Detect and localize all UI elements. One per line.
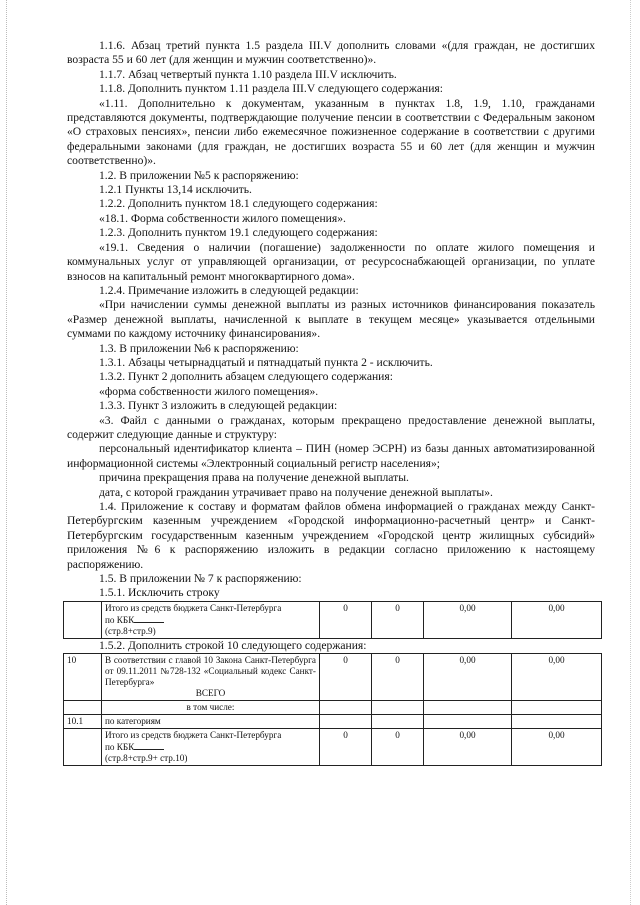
para-18-1-quote: «18.1. Форма собственности жилого помещения». — [99, 211, 346, 225]
para-1-2: 1.2. В приложении №5 к распоряжению: — [99, 168, 299, 182]
table-cell-empty — [64, 701, 102, 715]
para-1-2-3: 1.2.3. Дополнить пунктом 19.1 следующего содержания: — [99, 226, 378, 240]
table-cell-empty — [320, 701, 372, 715]
table-cell-empty — [424, 701, 512, 715]
underline-blank — [134, 614, 164, 623]
table-cell-empty — [512, 715, 602, 729]
para-date: дата, с которой гражданин утрачивает право на получение денежной выплаты». — [99, 485, 493, 499]
table-cell-value: 0 — [320, 601, 372, 638]
table-row — [64, 701, 602, 715]
table-cell-label: Итого из средств бюджета Санкт-Петербурга по КБК (стр.8+стр.9+ стр.10) — [102, 729, 320, 766]
para-1-3-3: 1.3.3. Пункт 3 изложить в следующей редакции: — [99, 399, 338, 413]
document-body — [67, 39, 595, 766]
para-1-2-2: 1.2.2. Дополнить пунктом 18.1 следующего содержания: — [99, 197, 378, 211]
table-row — [64, 715, 602, 729]
para-1-5-2: 1.5.2. Дополнить строкой 10 следующего содержания: — [99, 638, 367, 652]
table-cell-value: 0 — [372, 601, 424, 638]
underline-blank — [134, 741, 164, 750]
para-1-3-2: 1.3.2. Пункт 2 дополнить абзацем следующего содержания: — [99, 370, 393, 384]
para-ownership-quote: «форма собственности жилого помещения». — [99, 384, 319, 398]
table-cell-label: В соответствии с главой 10 Закона Санкт-Петербурга от 09.11.2011 №728-132 «Социальный кодекс Санкт-Петербурга» ВСЕГО — [102, 654, 320, 701]
table-cell-empty — [372, 701, 424, 715]
table-cell-label: в том числе: — [102, 701, 320, 715]
table-cell-value: 0,00 — [424, 729, 512, 766]
table-cell-value: 0,00 — [512, 654, 602, 701]
table-cell-value: 0,00 — [424, 654, 512, 701]
para-1-5-1: 1.5.1. Исключить строку — [99, 586, 220, 600]
para-reason: причина прекращения права на получение денежной выплаты. — [99, 471, 409, 485]
table-cell-empty — [320, 715, 372, 729]
para-1-2-1: 1.2.1 Пункты 13,14 исключить. — [99, 183, 252, 197]
para-note-quote: «При начислении суммы денежной выплаты из разных источников финансирования показатель «Размер денежной выплаты, начисленной к выплате в текущем месяце» указывается отдельными суммами по каждому источнику финансирования». — [67, 298, 595, 341]
table-cell-value: 0,00 — [424, 601, 512, 638]
table-add-row-10 — [63, 653, 602, 766]
table-cell-value: 0 — [320, 654, 372, 701]
table-row — [64, 601, 602, 638]
table-cell-value: 0,00 — [512, 729, 602, 766]
para-1-3-1: 1.3.1. Абзацы четырнадцатый и пятнадцатый пункта 2 - исключить. — [99, 355, 433, 369]
table-row — [64, 654, 602, 701]
table-cell-empty — [512, 701, 602, 715]
para-3-quote: «3. Файл с данными о гражданах, которым прекращено предоставление денежной выплаты, содержит следующие данные и структуру: — [67, 413, 595, 441]
table-cell-label: по категориям — [102, 715, 320, 729]
table-cell-label: Итого из средств бюджета Санкт-Петербурга по КБК (стр.8+стр.9) — [102, 601, 320, 638]
para-1-4: 1.4. Приложение к составу и форматам файлов обмена информацией о гражданах между Санкт-Петербургским казенным учреждением «Городской информационно-расчетный центр» и Санкт-Петербургским государственным казенным учреждением «Городской центр жилищных субсидий» приложения №6 к распоряжению изложить в редакции согласно приложению к настоящему распоряжению. — [67, 500, 595, 571]
para-1-5: 1.5. В приложении № 7 к распоряжению: — [99, 572, 302, 586]
para-1-3: 1.3. В приложении №6 к распоряжению: — [99, 341, 299, 355]
table-cell-empty — [64, 601, 102, 638]
table-cell-value: 0 — [320, 729, 372, 766]
table-cell-value: 0 — [372, 654, 424, 701]
para-pin: персональный идентификатор клиента – ПИН (номер ЭСРН) из базы данных автоматизированной информационной системы «Электронный социальный регистр населения»; — [67, 442, 595, 470]
scan-edge-right — [630, 0, 632, 905]
table-cell-empty — [64, 729, 102, 766]
para-1-1-6: 1.1.6. Абзац третий пункта 1.5 раздела III.V дополнить словами «(для граждан, не достигших возраста 55 и 60 лет (для женщин и мужчин соответственно)». — [67, 39, 595, 67]
para-1-1-8: 1.1.8. Дополнить пунктом 1.11 раздела III.V следующего содержания: — [99, 82, 443, 96]
para-1-11-quote: «1.11. Дополнительно к документам, указанным в пунктах 1.8, 1.9, 1.10, гражданами представляются документы, подтверждающие получение пенсии в соответствии с Федеральным законом «О страховых пенсиях», пенсии либо ежемесячное пожизненное содержание в соответствии с другими федеральными законами (для граждан, не достигших возраста 55 и 60 лет (для женщин и мужчин соответственно)». — [67, 96, 595, 168]
para-1-1-7: 1.1.7. Абзац четвертый пункта 1.10 раздела III.V исключить. — [99, 67, 397, 81]
table-row — [64, 729, 602, 766]
scan-edge-left — [6, 0, 8, 905]
table-cell-num: 10.1 — [64, 715, 102, 729]
table-cell-num: 10 — [64, 654, 102, 701]
table-cell-value: 0,00 — [512, 601, 602, 638]
table-cell-empty — [424, 715, 512, 729]
table-cell-empty — [372, 715, 424, 729]
para-19-1-quote: «19.1. Сведения о наличии (погашение) задолженности по оплате жилого помещения и коммунальных услуг от управляющей организации, от ресурсоснабжающей организации, по уплате взносов на капитальный ремонт многоквартирного дома». — [67, 240, 595, 283]
table-cell-value: 0 — [372, 729, 424, 766]
table-exclude-row — [63, 601, 602, 639]
para-1-2-4: 1.2.4. Примечание изложить в следующей редакции: — [99, 283, 359, 297]
